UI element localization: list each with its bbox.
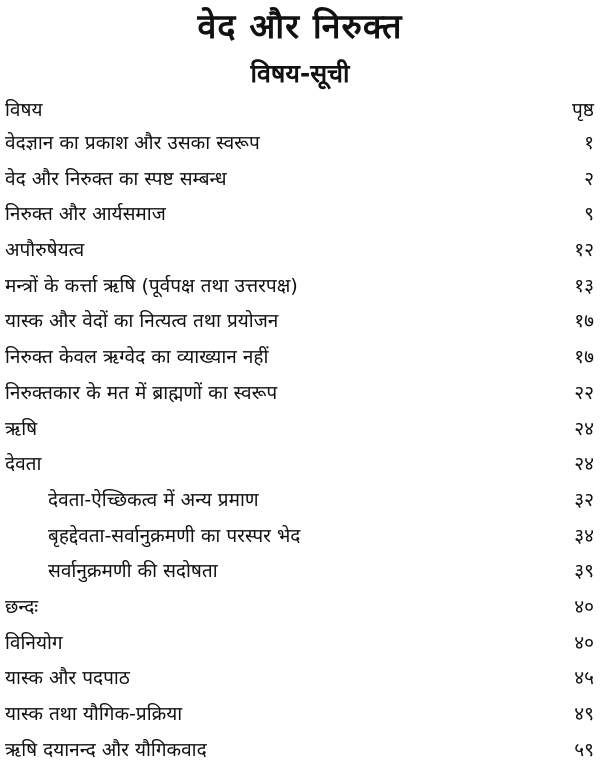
entry-title: देवता-ऐच्छिकत्व में अन्य प्रमाण xyxy=(48,488,259,511)
contents-entry xyxy=(0,410,600,446)
subject-column-header: विषय xyxy=(5,99,43,121)
entry-title: निरुक्तकार के मत में ब्राह्मणों का स्वरूप xyxy=(5,381,278,404)
entry-page-number: २४ xyxy=(574,417,594,440)
contents-entry xyxy=(0,695,600,731)
contents-entry xyxy=(0,445,600,481)
entry-page-number: २४ xyxy=(574,453,594,476)
entry-title: देवता xyxy=(5,453,42,476)
entry-page-number: १२ xyxy=(574,239,594,262)
contents-entry xyxy=(0,302,600,338)
entry-page-number: ३९ xyxy=(574,560,594,583)
entry-title: निरुक्त केवल ऋग्वेद का व्याख्यान नहीं xyxy=(5,346,269,369)
page-column-header: पृष्ठ xyxy=(572,99,594,121)
contents-entry xyxy=(0,231,600,267)
entry-title: यास्क तथा यौगिक-प्रक्रिया xyxy=(5,703,183,725)
contents-entry xyxy=(0,659,600,695)
entry-title: अपौरुषेयत्व xyxy=(5,239,85,262)
entry-title: छन्दः xyxy=(5,595,39,618)
entry-page-number: १३ xyxy=(574,274,594,297)
entry-title: बृहद्देवता-सर्वानुक्रमणी का परस्पर भेद xyxy=(48,524,301,547)
contents-entry xyxy=(0,374,600,410)
entry-title: ऋषि दयानन्द और यौगिकवाद xyxy=(5,738,207,761)
contents-entry xyxy=(0,552,600,588)
contents-entry xyxy=(0,624,600,660)
contents-list xyxy=(0,124,600,761)
entry-page-number: १७ xyxy=(574,346,594,369)
entry-page-number: ९ xyxy=(584,203,594,226)
entry-page-number: ५९ xyxy=(574,738,594,761)
contents-entry xyxy=(0,588,600,624)
entry-title: यास्क और पदपाठ xyxy=(5,667,130,690)
contents-entry xyxy=(0,195,600,231)
contents-entry xyxy=(0,160,600,196)
entry-page-number: १ xyxy=(584,132,594,154)
entry-title: यास्क और वेदों का नित्यत्व तथा प्रयोजन xyxy=(5,310,279,333)
entry-title: वेदज्ञान का प्रकाश और उसका स्वरूप xyxy=(5,132,260,154)
entry-page-number: १७ xyxy=(574,310,594,333)
entry-title: वेद और निरुक्त का स्पष्ट सम्बन्ध xyxy=(5,167,227,190)
entry-page-number: २ xyxy=(584,167,594,190)
entry-page-number: २२ xyxy=(574,381,594,404)
contents-entry xyxy=(0,481,600,517)
entry-page-number: ४० xyxy=(574,595,594,618)
contents-entry xyxy=(0,517,600,553)
entry-page-number: ४९ xyxy=(574,703,594,725)
entry-title: सर्वानुक्रमणी की सदोषता xyxy=(48,560,218,583)
contents-entry xyxy=(0,338,600,374)
contents-entry xyxy=(0,124,600,160)
entry-page-number: ३२ xyxy=(574,488,594,511)
entry-title: विनियोग xyxy=(5,631,63,654)
contents-heading: विषय-सूची xyxy=(250,59,350,88)
entry-page-number: ३४ xyxy=(574,524,594,547)
entry-title: मन्त्रों के कर्त्ता ऋषि (पूर्वपक्ष तथा उत्तरपक्ष) xyxy=(5,274,298,297)
entry-title: ऋषि xyxy=(5,417,38,440)
contents-entry xyxy=(0,267,600,303)
book-title: वेद और निरुक्त xyxy=(197,7,403,47)
entry-title: निरुक्त और आर्यसमाज xyxy=(5,203,166,226)
contents-entry xyxy=(0,731,600,761)
entry-page-number: ४० xyxy=(574,631,594,654)
entry-page-number: ४५ xyxy=(574,667,594,690)
